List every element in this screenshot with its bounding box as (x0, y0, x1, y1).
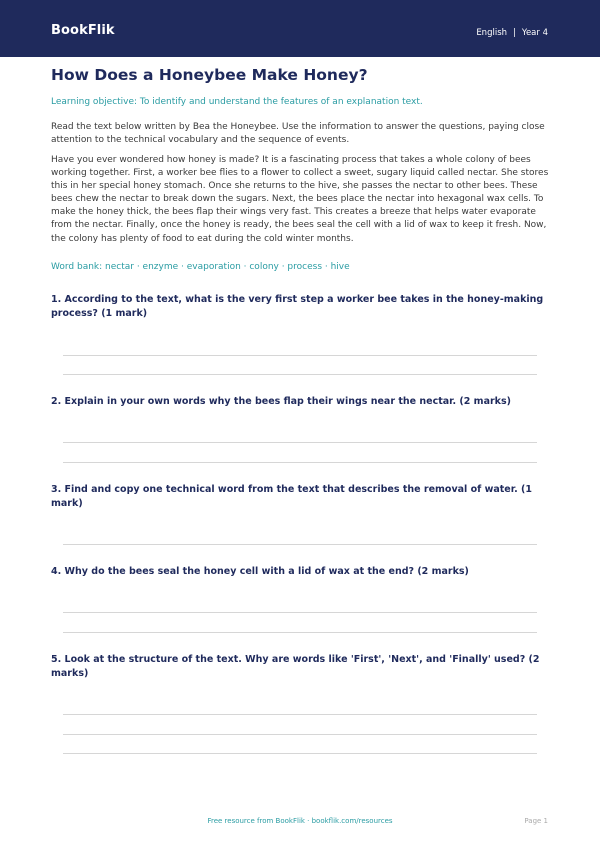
question-3: 3. Find and copy one technical word from the text that describes the removal of water. (1 mark) (51, 484, 532, 509)
learning-objective: Learning objective: To identify and understand the features of an explanation text. (51, 97, 423, 107)
question-1: 1. According to the text, what is the very first step a worker bee takes in the honey-making process? (1 mark) (51, 294, 544, 319)
page-number: Page 1 (524, 817, 548, 825)
question-2: 2. Explain in your own words why the bees flap their wings near the nectar. (2 marks) (51, 396, 511, 407)
answer-line[interactable] (63, 714, 537, 715)
footer-credit: Free resource from BookFlik · bookflik.com/resources (207, 817, 393, 825)
word-bank: Word bank: nectar · enzyme · evaporation · colony · process · hive (51, 262, 350, 272)
answer-line[interactable] (63, 544, 537, 545)
year-label: Year 4 (521, 28, 548, 38)
answer-line[interactable] (63, 612, 537, 613)
top-header-bar (0, 0, 600, 57)
header-meta (476, 28, 548, 38)
question-5: 5. Look at the structure of the text. Why are words like 'First', 'Next', and 'Finally' used? (2 marks) (51, 654, 540, 679)
question-4: 4. Why do the bees seal the honey cell with a lid of wax at the end? (2 marks) (51, 566, 469, 577)
page-title: How Does a Honeybee Make Honey? (51, 66, 368, 84)
answer-line[interactable] (63, 734, 537, 735)
answer-line[interactable] (63, 462, 537, 463)
reading-passage: Have you ever wondered how honey is made? It is a fascinating process that takes a whole colony of bees working together. First, a worker bee flies to a flower to collect a sweet, sugary liquid called nectar. She stores this in her special honey stomach. Once she returns to the hive, she passes the nectar to other bees. These bees chew the nectar to break down the sugars. Next, the bees place the nectar into hexagonal wax cells. To make the honey thick, the bees flap their wings very fast. This creates a breeze that helps water evaporate from the nectar. Finally, once the honey is ready, the bees seal the cell with a lid of wax to keep it fresh. Now, the colony has plenty of food to eat during the cold winter months. (51, 155, 549, 244)
answer-line[interactable] (63, 374, 537, 375)
header-separator: | (513, 28, 516, 38)
instructions-paragraph: Read the text below written by Bea the Honeybee. Use the information to answer the questions, paying close attention to the technical vocabulary and the sequence of events. (51, 122, 545, 145)
answer-line[interactable] (63, 753, 537, 754)
subject-label: English (476, 28, 508, 38)
answer-line[interactable] (63, 632, 537, 633)
brand-logo-text: BookFlik (51, 23, 115, 38)
answer-line[interactable] (63, 355, 537, 356)
answer-line[interactable] (63, 442, 537, 443)
